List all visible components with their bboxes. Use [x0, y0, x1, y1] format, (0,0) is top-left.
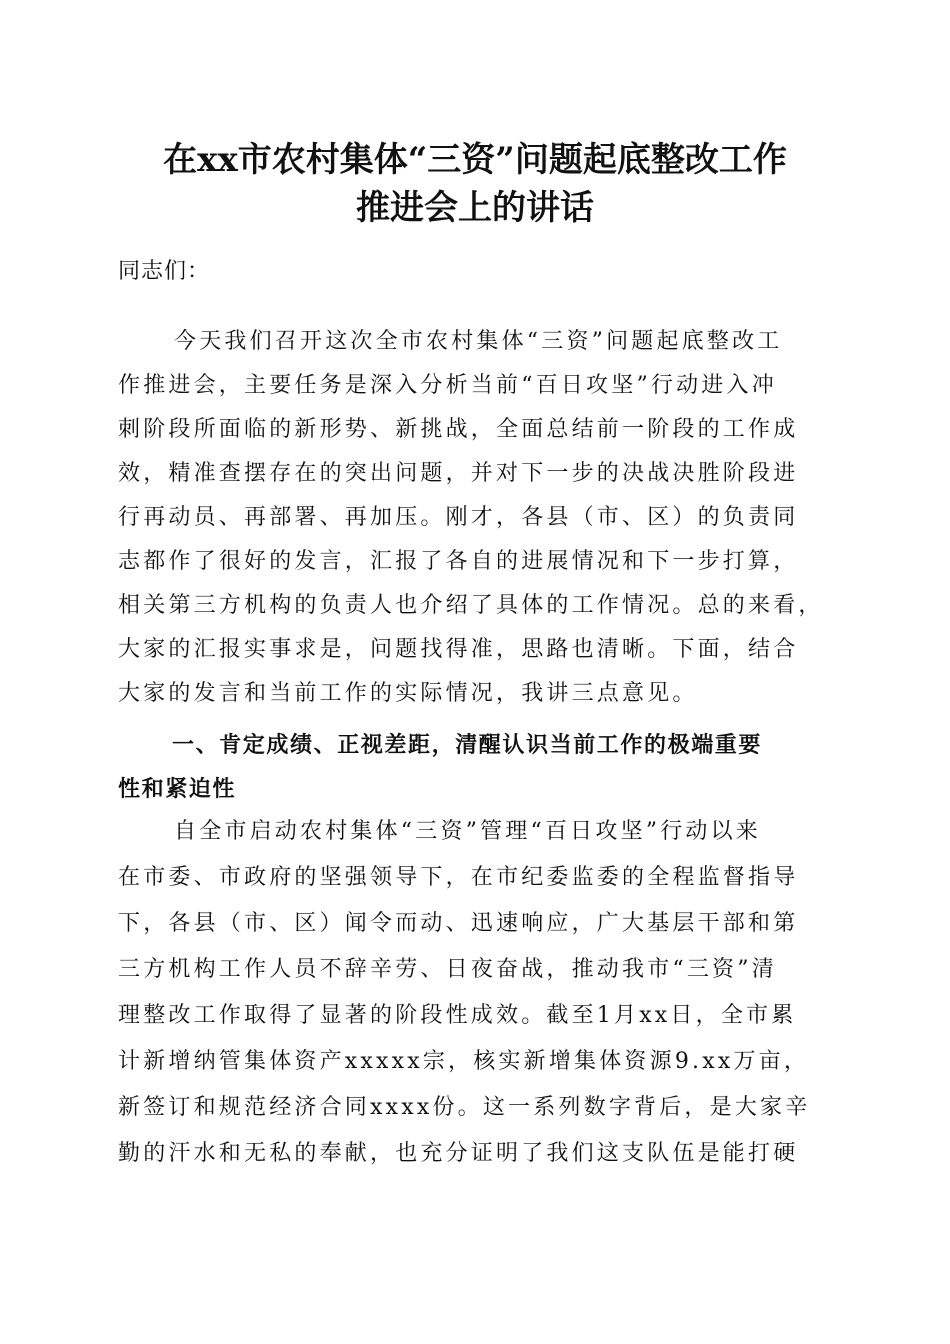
paragraph1-line: 大家的发言和当前工作的实际情况，我讲三点意见。 — [118, 681, 698, 706]
paragraph2-line: 理整改工作取得了显著的阶段性成效。截至1月xx日，全市累 — [118, 1003, 797, 1028]
paragraph1-line: 刺阶段所面临的新形势、新挑战，全面总结前一阶段的工作成 — [118, 417, 799, 442]
paragraph1-line: 作推进会，主要任务是深入分析当前“百日攻坚”行动进入冲 — [118, 373, 777, 398]
paragraph1-line: 志都作了很好的发言，汇报了各自的进展情况和下一步打算， — [118, 549, 799, 574]
title-line-1: 在xx市农村集体“三资”问题起底整改工作 — [163, 140, 787, 180]
paragraph2-line: 勤的汗水和无私的奉献，也充分证明了我们这支队伍是能打硬 — [118, 1141, 799, 1166]
section-heading-line: 一、肯定成绩、正视差距，清醒认识当前工作的极端重要 — [172, 733, 763, 758]
paragraph1-line: 效，精准查摆存在的突出问题，并对下一步的决战决胜阶段进 — [118, 461, 799, 486]
salutation: 同志们： — [118, 259, 211, 284]
paragraph2-line: 自全市启动农村集体“三资”管理“百日攻坚”行动以来 — [174, 819, 761, 844]
paragraph1-line: 相关第三方机构的负责人也介绍了具体的工作情况。总的来看， — [118, 593, 824, 618]
document-title — [80, 136, 870, 232]
paragraph1-line: 今天我们召开这次全市农村集体“三资”问题起底整改工 — [174, 329, 783, 354]
paragraph2-line: 计新增纳管集体资产xxxxx宗，核实新增集体资源9.xx万亩， — [118, 1049, 810, 1074]
paragraph2-line: 三方机构工作人员不辞辛劳、日夜奋战，推动我市“三资”清 — [118, 957, 777, 982]
section-heading-line: 性和紧迫性 — [118, 777, 237, 802]
paragraph1-line: 行再动员、再部署、再加压。刚才，各县（市、区）的负责同 — [118, 505, 799, 530]
title-line-2: 推进会上的讲话 — [356, 188, 594, 228]
paragraph1-line: 大家的汇报实事求是，问题找得准，思路也清晰。下面，结合 — [118, 637, 799, 662]
paragraph2-line: 在市委、市政府的坚强领导下，在市纪委监委的全程监督指导 — [118, 865, 799, 890]
paragraph2-line: 新签订和规范经济合同xxxx份。这一系列数字背后，是大家辛 — [118, 1095, 811, 1120]
paragraph2-line: 下，各县（市、区）闻令而动、迅速响应，广大基层干部和第 — [118, 911, 799, 936]
